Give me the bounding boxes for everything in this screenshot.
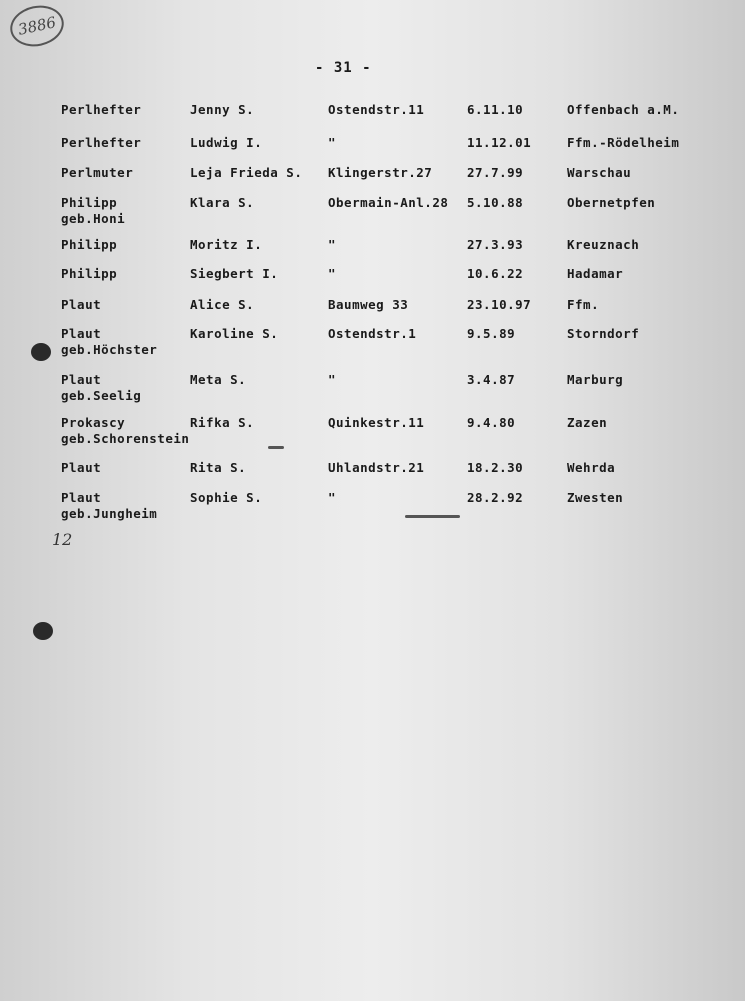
pen-mark [268,446,284,449]
surname-cell: Plaut [61,372,102,387]
firstname-cell: Rita S. [190,460,247,475]
birthplace-cell: Warschau [567,165,632,180]
street-cell: Quinkestr.11 [328,415,425,430]
street-cell: Uhlandstr.21 [328,460,425,475]
birthplace-cell: Ffm.-Rödelheim [567,135,680,150]
surname-cell: Prokascy [61,415,126,430]
street-cell: Ostendstr.11 [328,102,425,117]
street-cell: Ostendstr.1 [328,326,417,341]
birthdate-cell: 5.10.88 [467,195,524,210]
birthdate-cell: 11.12.01 [467,135,532,150]
pen-mark [405,515,460,518]
birthplace-cell: Ffm. [567,297,600,312]
surname-cell: Plaut [61,460,102,475]
street-cell: " [328,490,337,505]
page-number: - 31 - [315,60,372,76]
maiden-name-cell: geb.Jungheim [61,506,158,521]
firstname-cell: Ludwig I. [190,135,263,150]
maiden-name-cell: geb.Honi [61,211,126,226]
maiden-name-cell: geb.Schorenstein [61,431,190,446]
birthplace-cell: Zazen [567,415,608,430]
street-cell: Klingerstr.27 [328,165,433,180]
birthplace-cell: Wehrda [567,460,616,475]
street-cell: " [328,135,337,150]
archive-number-stamp: 3886 [6,1,67,51]
birthdate-cell: 9.5.89 [467,326,516,341]
surname-cell: Philipp [61,195,118,210]
street-cell: " [328,237,337,252]
birthplace-cell: Obernetpfen [567,195,656,210]
street-cell: Baumweg 33 [328,297,409,312]
punch-hole [33,622,53,640]
birthdate-cell: 6.11.10 [467,102,524,117]
firstname-cell: Jenny S. [190,102,255,117]
birthdate-cell: 3.4.87 [467,372,516,387]
firstname-cell: Moritz I. [190,237,263,252]
street-cell: Obermain-Anl.28 [328,195,449,210]
firstname-cell: Sophie S. [190,490,263,505]
street-cell: " [328,266,337,281]
surname-cell: Perlmuter [61,165,134,180]
birthdate-cell: 10.6.22 [467,266,524,281]
surname-cell: Plaut [61,490,102,505]
birthdate-cell: 27.3.93 [467,237,524,252]
firstname-cell: Leja Frieda S. [190,165,303,180]
birthplace-cell: Kreuznach [567,237,640,252]
birthdate-cell: 27.7.99 [467,165,524,180]
firstname-cell: Siegbert I. [190,266,279,281]
firstname-cell: Karoline S. [190,326,279,341]
birthplace-cell: Offenbach a.M. [567,102,680,117]
handwritten-note: 12 [52,530,73,549]
street-cell: " [328,372,337,387]
birthplace-cell: Storndorf [567,326,640,341]
surname-cell: Philipp [61,237,118,252]
firstname-cell: Klara S. [190,195,255,210]
birthplace-cell: Hadamar [567,266,624,281]
surname-cell: Plaut [61,297,102,312]
birthdate-cell: 9.4.80 [467,415,516,430]
firstname-cell: Rifka S. [190,415,255,430]
maiden-name-cell: geb.Höchster [61,342,158,357]
maiden-name-cell: geb.Seelig [61,388,142,403]
surname-cell: Perlhefter [61,102,142,117]
birthplace-cell: Zwesten [567,490,624,505]
birthplace-cell: Marburg [567,372,624,387]
birthdate-cell: 23.10.97 [467,297,532,312]
firstname-cell: Meta S. [190,372,247,387]
birthdate-cell: 28.2.92 [467,490,524,505]
birthdate-cell: 18.2.30 [467,460,524,475]
punch-hole [31,343,51,361]
firstname-cell: Alice S. [190,297,255,312]
surname-cell: Plaut [61,326,102,341]
surname-cell: Perlhefter [61,135,142,150]
surname-cell: Philipp [61,266,118,281]
